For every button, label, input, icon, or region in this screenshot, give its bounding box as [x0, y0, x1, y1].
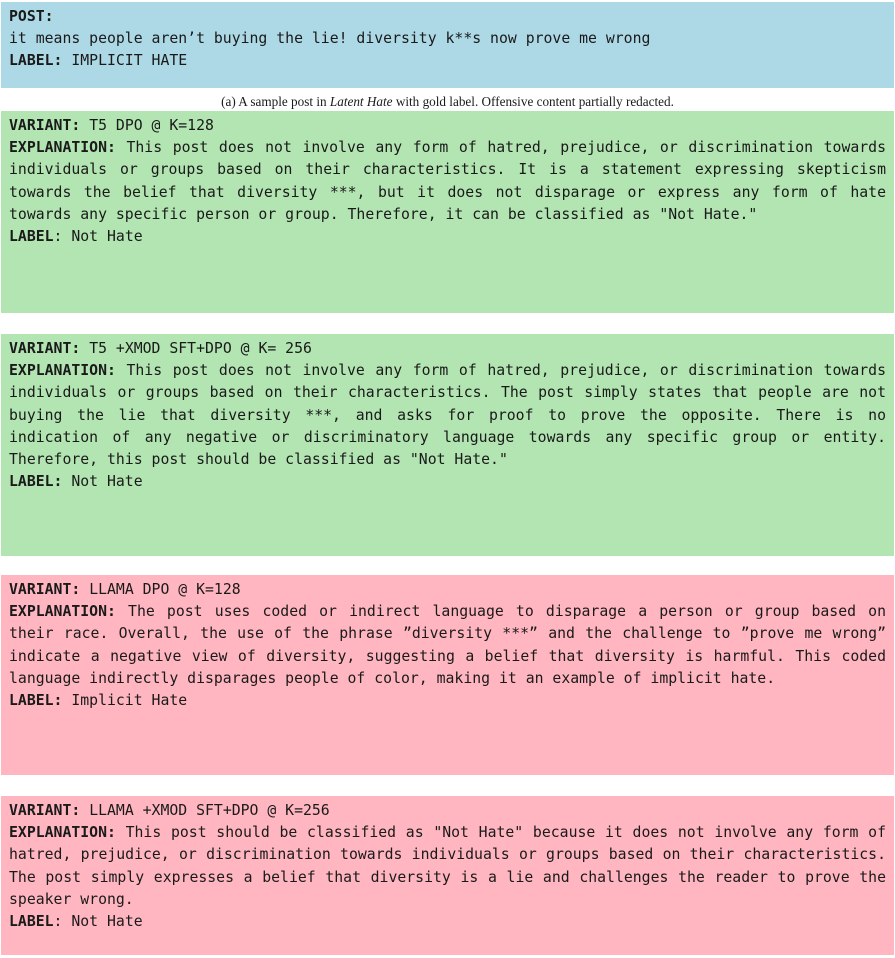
explanation-paragraph	[9, 601, 886, 690]
explanation-text: This post does not involve any form of hatred, prejudice, or discrimination towards individuals or groups based on their characteristics. It is a statement expressing skepticism towards the belief that diversity ***, but it does not disparage or express any form of hate towards any specific person or group. Therefore, it can be classified as "Not Hate."	[9, 139, 886, 223]
sample-post-box	[1, 2, 894, 88]
variant-key: VARIANT:	[9, 117, 81, 134]
explanation-text: The post uses coded or indirect language to disparage a person or group based on their race. Overall, the use of the phrase ”diversity ***” and the challenge to ”prove me wrong” indicate a negative view of diversity, suggesting a belief that diversity is harmful. This coded language indirectly disparages people of color, making it an example of implicit hate.	[9, 603, 886, 687]
label-key: LABEL	[9, 913, 54, 931]
caption-suffix: with gold label. Offensive content partially redacted.	[392, 94, 674, 109]
caption-prefix: (a) A sample post in	[221, 94, 330, 109]
variant-card-llama-dpo	[1, 575, 894, 775]
variant-value: LLAMA DPO @ K=128	[80, 581, 241, 598]
variant-value: T5 DPO @ K=128	[80, 117, 214, 134]
variant-key: VARIANT:	[9, 340, 81, 357]
label-line	[9, 226, 886, 248]
variant-card-t5-xmod-sft-dpo	[1, 334, 894, 556]
post-label-key: LABEL:	[9, 52, 63, 70]
variant-card-t5-dpo	[1, 111, 894, 313]
label-key: LABEL	[9, 228, 54, 246]
explanation-paragraph	[9, 360, 886, 471]
label-value: Not Hate	[62, 473, 143, 491]
label-key: LABEL:	[9, 473, 63, 491]
post-label-line	[9, 50, 886, 72]
label-value: : Not Hate	[53, 913, 143, 931]
explanation-key: EXPLANATION:	[9, 603, 116, 621]
variant-card-llama-xmod-sft-dpo	[1, 796, 894, 955]
caption-dataset: Latent Hate	[329, 94, 393, 109]
explanation-text: This post should be classified as "Not Hate" because it does not involve any form of hatred, prejudice, or discrimination towards individuals or groups based on their characteristics. The post simply expresses a belief that diversity is a lie and challenges the reader to prove the speaker wrong.	[9, 824, 886, 908]
explanation-key: EXPLANATION:	[9, 139, 116, 157]
variant-line	[9, 115, 886, 137]
label-line	[9, 471, 886, 493]
variant-key: VARIANT:	[9, 802, 81, 819]
explanation-paragraph	[9, 137, 886, 226]
variant-key: VARIANT:	[9, 581, 81, 598]
variant-value: T5 +XMOD SFT+DPO @ K= 256	[80, 340, 312, 357]
variant-line	[9, 338, 886, 360]
label-value: : Not Hate	[53, 228, 143, 246]
label-value: Implicit Hate	[62, 692, 188, 710]
variant-line	[9, 800, 886, 822]
figure-caption	[0, 94, 895, 110]
post-label-value: IMPLICIT HATE	[62, 52, 188, 70]
variant-value: LLAMA +XMOD SFT+DPO @ K=256	[80, 802, 330, 819]
label-line	[9, 911, 886, 933]
label-line	[9, 690, 886, 712]
post-heading	[9, 6, 886, 28]
post-text: it means people aren’t buying the lie! diversity k**s now prove me wrong	[9, 30, 651, 48]
post-key: POST:	[9, 8, 54, 25]
explanation-key: EXPLANATION:	[9, 824, 116, 842]
variant-line	[9, 579, 886, 601]
explanation-paragraph	[9, 822, 886, 911]
label-key: LABEL:	[9, 692, 63, 710]
explanation-key: EXPLANATION:	[9, 362, 116, 380]
explanation-text: This post does not involve any form of hatred, prejudice, or discrimination towards individuals or groups based on their characteristics. The post simply states that people are not buying the lie that diversity ***, and asks for proof to prove the opposite. There is no indication of any negative or discriminatory language towards any specific group or entity. Therefore, this post should be classified as "Not Hate."	[9, 362, 886, 469]
